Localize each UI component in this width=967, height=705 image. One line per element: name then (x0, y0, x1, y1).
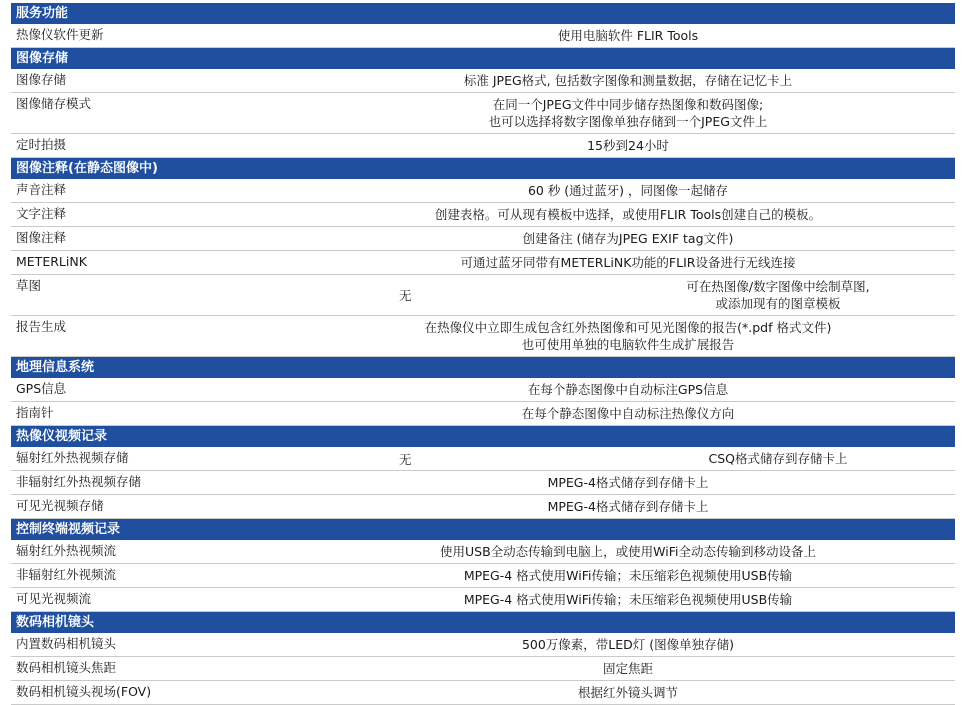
spec-value (301, 227, 955, 250)
spec-row (11, 316, 955, 357)
spec-value-line: 500万像素，带LED灯 (图像单独存储) (521, 637, 735, 652)
spec-value-line: 固定焦距 (602, 661, 653, 676)
spec-row (11, 251, 955, 275)
spec-value-line: MPEG-4 格式使用WiFi传输；未压缩彩色视频使用USB传输 (463, 568, 793, 583)
spec-split-value (301, 447, 955, 470)
spec-value-alt (601, 275, 955, 315)
spec-label: 图像储存模式 (16, 96, 92, 111)
spec-label: 草图 (16, 278, 42, 293)
section-header: 地理信息系统 (11, 357, 955, 378)
spec-value-line: MPEG-4 格式使用WiFi传输；未压缩彩色视频使用USB传输 (463, 592, 793, 607)
spec-row (11, 24, 955, 48)
spec-label: 辐射红外热视频流 (16, 543, 117, 558)
spec-value-line: MPEG-4格式储存到存储卡上 (547, 499, 709, 514)
section-header: 服务功能 (11, 3, 955, 24)
spec-row (11, 681, 955, 705)
section-header: 图像存储 (11, 48, 955, 69)
spec-label: 图像存储 (16, 72, 67, 87)
section-header: 数码相机镜头 (11, 612, 955, 633)
spec-value (301, 633, 955, 656)
spec-value-none: 无 (399, 451, 412, 467)
spec-value-line: CSQ格式储存到存储卡上 (708, 451, 848, 466)
spec-row (11, 471, 955, 495)
spec-value-line: 15秒到24小时 (587, 138, 669, 153)
spec-value-line: 60 秒 (通过蓝牙) ，同图像一起储存 (527, 183, 729, 198)
spec-row (11, 633, 955, 657)
spec-value-line: 创建表格。可从现有模板中选择，或使用FLIR Tools创建自己的模板。 (434, 207, 822, 222)
spec-row (11, 447, 955, 471)
spec-value-line: 标准 JPEG格式, 包括数字图像和测量数据，存储在记忆卡上 (463, 73, 793, 88)
spec-value (301, 24, 955, 47)
spec-value-line: 也可以选择将数字图像单独存储到一个JPEG文件上 (488, 114, 768, 129)
spec-label: 报告生成 (16, 319, 67, 334)
spec-value (301, 588, 955, 611)
spec-value-line: 创建备注 (储存为JPEG EXIF tag文件) (522, 231, 734, 246)
spec-label: 热像仪软件更新 (16, 27, 104, 42)
spec-value (301, 251, 955, 274)
spec-label: 数码相机镜头视场(FOV) (16, 684, 152, 699)
spec-value (301, 378, 955, 401)
spec-value-line: 在热像仪中立即生成包含红外热图像和可见光图像的报告(*.pdf 格式文件) (424, 320, 832, 335)
spec-row (11, 227, 955, 251)
spec-value (301, 316, 955, 356)
spec-value-line: 根据红外镜头调节 (577, 685, 678, 700)
spec-label: 非辐射红外热视频存储 (16, 474, 142, 489)
spec-value (301, 495, 955, 518)
spec-label: 文字注释 (16, 206, 67, 221)
spec-row (11, 402, 955, 426)
spec-value (301, 402, 955, 425)
spec-value-alt (601, 447, 955, 470)
spec-value (301, 69, 955, 92)
spec-row (11, 588, 955, 612)
spec-value-line: 在同一个JPEG文件中同步储存热图像和数码图像; (492, 97, 764, 112)
spec-value (301, 471, 955, 494)
spec-sheet (11, 3, 955, 705)
spec-value (301, 203, 955, 226)
spec-row (11, 657, 955, 681)
spec-value-line: 使用USB全动态传输到电脑上，或使用WiFi全动态传输到移动设备上 (440, 544, 816, 559)
spec-value (301, 540, 955, 563)
spec-label: 指南针 (16, 405, 54, 420)
section-header: 控制终端视频记录 (11, 519, 955, 540)
section-header: 图像注释(在静态图像中) (11, 158, 955, 179)
spec-value (301, 564, 955, 587)
spec-row (11, 495, 955, 519)
spec-label: 声音注释 (16, 182, 67, 197)
spec-row (11, 564, 955, 588)
spec-value-line: 使用电脑软件 FLIR Tools (557, 28, 699, 43)
spec-value-line: 可在热图像/数字图像中绘制草图, (686, 279, 870, 294)
spec-value-line: MPEG-4格式储存到存储卡上 (547, 475, 709, 490)
spec-value (301, 681, 955, 704)
spec-label: METERLiNK (16, 254, 87, 269)
spec-split-value (301, 275, 955, 315)
spec-label: 内置数码相机镜头 (16, 636, 117, 651)
spec-row (11, 275, 955, 316)
spec-label: 可见光视频流 (16, 591, 92, 606)
spec-value-line: 也可使用单独的电脑软件生成扩展报告 (521, 337, 735, 352)
spec-value-line: 可通过蓝牙同带有METERLiNK功能的FLIR设备进行无线连接 (460, 255, 796, 270)
spec-row (11, 378, 955, 402)
spec-label: 可见光视频存储 (16, 498, 104, 513)
spec-value-line: 在每个静态图像中自动标注热像仪方向 (521, 406, 735, 421)
spec-value-none: 无 (399, 288, 412, 303)
spec-row (11, 69, 955, 93)
spec-value-line: 在每个静态图像中自动标注GPS信息 (527, 382, 729, 397)
spec-label: 辐射红外热视频存储 (16, 450, 129, 465)
section-header: 热像仪视频记录 (11, 426, 955, 447)
spec-label: 非辐射红外视频流 (16, 567, 117, 582)
spec-label: GPS信息 (16, 381, 67, 396)
spec-row (11, 203, 955, 227)
spec-value (301, 657, 955, 680)
spec-value (301, 134, 955, 157)
spec-value-line: 或添加现有的图章模板 (715, 296, 841, 311)
spec-row (11, 93, 955, 134)
spec-row (11, 540, 955, 564)
spec-label: 数码相机镜头焦距 (16, 660, 117, 675)
spec-value (301, 93, 955, 133)
spec-label: 定时拍摄 (16, 137, 67, 152)
spec-label: 图像注释 (16, 230, 67, 245)
spec-row (11, 179, 955, 203)
spec-row (11, 134, 955, 158)
spec-value (301, 179, 955, 202)
